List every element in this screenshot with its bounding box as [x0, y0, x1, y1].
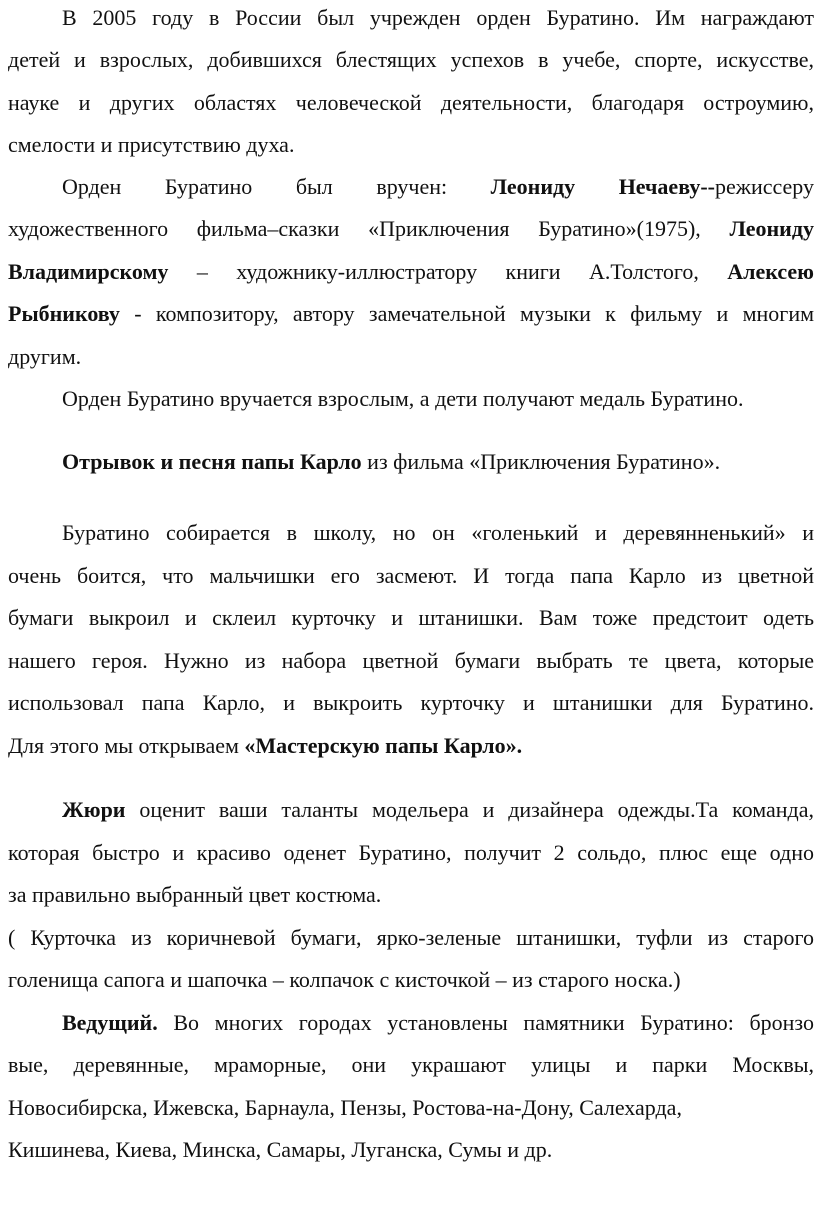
- paragraph-1-line-3: науке и других областях человеческой деятельности, благодаря остроумию,: [8, 90, 814, 115]
- paragraph-4: [62, 447, 814, 477]
- paragraph-5-line-3: бумаги выкроил и склеил курточку и штанишки. Вам тоже предстоит одеть: [8, 605, 814, 630]
- paragraph-5-line-1: Буратино собирается в школу, но он «голенький и деревянненький» и: [62, 520, 814, 545]
- person-name-nechaev: Леониду Нечаеву--: [490, 174, 715, 199]
- host-label: Ведущий.: [62, 1010, 158, 1035]
- paragraph-2-text: Орден Буратино был вручен:: [62, 174, 448, 199]
- jury-label: Жюри: [62, 797, 126, 822]
- paragraph-2-line-5: другим.: [8, 344, 82, 369]
- paragraph-2-text: – художнику-иллюстратору книги А.Толстого,: [196, 259, 699, 284]
- person-name-leonid: Леониду: [729, 216, 814, 241]
- paragraph-4-text: из фильма «Приключения Буратино».: [367, 449, 721, 474]
- fragment-heading: Отрывок и песня папы Карло: [62, 449, 362, 474]
- paragraph-1-line-2: детей и взрослых, добившихся блестящих успехов в учебе, спорте, искусстве,: [8, 47, 814, 72]
- paragraph-6-line-2: которая быстро и красиво оденет Буратино, получит 2 сольдо, плюс еще одно: [8, 840, 814, 865]
- person-name-rybnikov: Рыбникову: [8, 301, 120, 326]
- paragraph-2-text: художественного фильма–сказки «Приключения Буратино»(1975),: [8, 216, 701, 241]
- paragraph-2-text: - композитору, автору замечательной музыки к фильму и многим: [134, 301, 815, 326]
- paragraph-8-line-4: Кишинева, Киева, Минска, Самары, Луганска, Сумы и др.: [8, 1137, 553, 1162]
- person-name-vladimirsky: Владимирскому: [8, 259, 169, 284]
- paragraph-8-text: Во многих городах установлены памятники Буратино: бронзо: [173, 1010, 814, 1035]
- paragraph-2-line-1: [62, 172, 814, 202]
- paragraph-3: Орден Буратино вручается взрослым, а дети получают медаль Буратино.: [62, 386, 744, 411]
- paragraph-5-line-2: очень боится, что мальчишки его засмеют. И тогда папа Карло из цветной: [8, 563, 814, 588]
- paragraph-6-text: оценит ваши таланты модельера и дизайнера одежды.Та команда,: [139, 797, 814, 822]
- paragraph-6-line-1: [62, 795, 814, 825]
- paragraph-2-text: режиссеру: [714, 174, 814, 199]
- workshop-title: «Мастерскую папы Карло».: [244, 733, 523, 758]
- paragraph-2-line-3: [8, 257, 814, 287]
- paragraph-8-line-3: Новосибирска, Ижевска, Барнаула, Пензы, Ростова-на-Дону, Салехарда,: [8, 1095, 682, 1120]
- paragraph-7-line-1: ( Курточка из коричневой бумаги, ярко-зеленые штанишки, туфли из старого: [8, 925, 814, 950]
- paragraph-5-text: Для этого мы открываем: [8, 733, 239, 758]
- paragraph-8-line-1: [62, 1008, 814, 1038]
- paragraph-7-line-2: голенища сапога и шапочка – колпачок с кисточкой – из старого носка.): [8, 967, 681, 992]
- paragraph-5-line-4: нашего героя. Нужно из набора цветной бумаги выбрать те цвета, которые: [8, 648, 814, 673]
- paragraph-5-line-6: [8, 731, 814, 761]
- paragraph-6-line-3: за правильно выбранный цвет костюма.: [8, 882, 382, 907]
- paragraph-1-line-4: смелости и присутствию духа.: [8, 132, 295, 157]
- paragraph-1-line-1: В 2005 году в России был учрежден орден Буратино. Им награждают: [62, 5, 814, 30]
- paragraph-2-line-2: [8, 214, 814, 244]
- paragraph-5-line-5: использовал папа Карло, и выкроить курточку и штанишки для Буратино.: [8, 690, 814, 715]
- paragraph-8-line-2: вые, деревянные, мраморные, они украшают улицы и парки Москвы,: [8, 1052, 814, 1077]
- paragraph-2-line-4: [8, 299, 814, 329]
- person-name-alexey: Алексею: [727, 259, 814, 284]
